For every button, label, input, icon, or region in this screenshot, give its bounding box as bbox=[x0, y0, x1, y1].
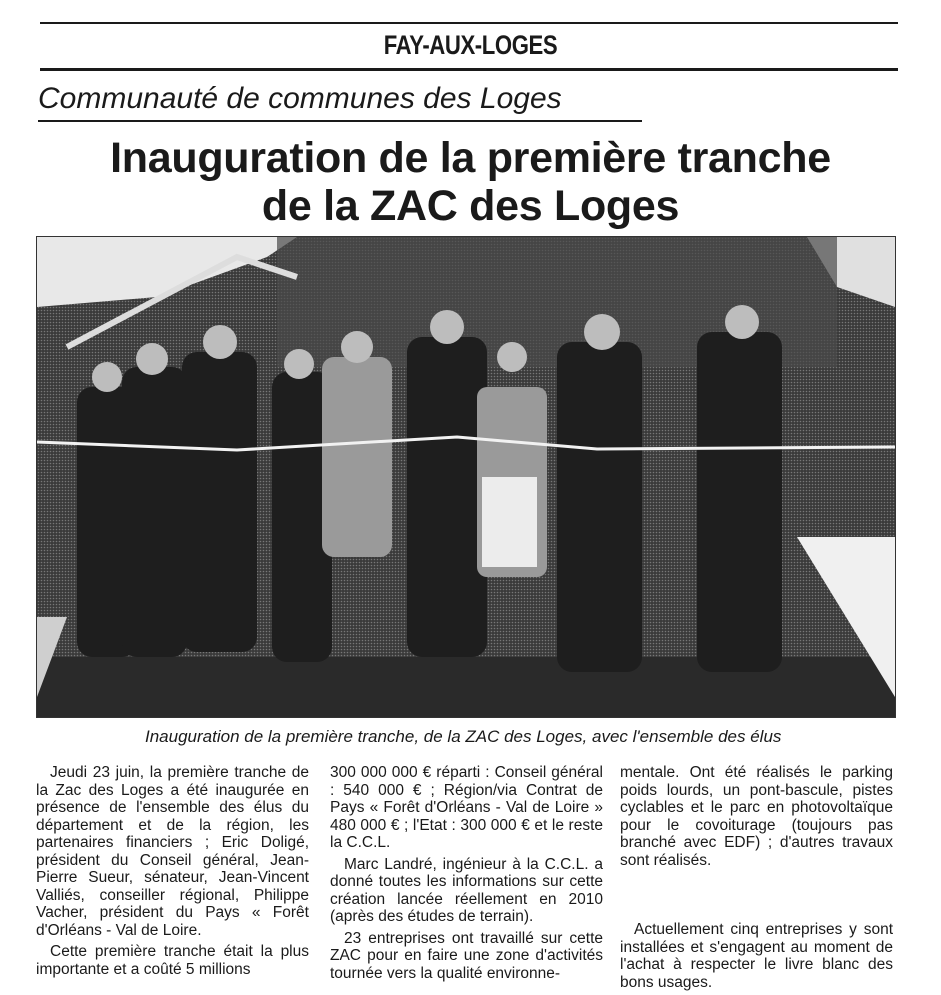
paragraph: Cette première tranche était la plus importante et a coûté 5 millions bbox=[36, 943, 309, 978]
article-column-3 bbox=[620, 764, 893, 995]
paragraph: Actuellement cinq entreprises y sont installées et s'engagent au moment de l'achat à respecter le livre blanc des bons usages. bbox=[620, 921, 893, 991]
section-rule bbox=[40, 68, 898, 71]
paragraph: mentale. Ont été réalisés le parking poids lourds, un pont-bascule, pistes cyclables et le parc en photovoltaïque pour le covoiturage (toujours pas branché avec EDF) ; d'autres travaux sont réalisés. bbox=[620, 764, 893, 869]
paragraph: Jeudi 23 juin, la première tranche de la Zac des Loges a été inaugurée en présence de l'ensemble des élus du département et de la région, les partenaires financiers ; Eric Doligé, président du Conseil général, Jean-Pierre Sueur, sénateur, Jean-Vincent Valliés, conseiller régional, Philippe Vacher, président du Pays « Forêt d'Orléans - Val de Loire. bbox=[36, 764, 309, 939]
top-rule bbox=[40, 22, 898, 24]
paragraph: Marc Landré, ingénieur à la C.C.L. a donné toutes les informations sur cette création lancée réellement en 2010 (après des études de terrain). bbox=[330, 855, 603, 925]
ribbon-cutting-photo-icon bbox=[37, 237, 895, 717]
headline-line-1: Inauguration de la première tranche bbox=[110, 134, 831, 182]
article-headline bbox=[0, 134, 941, 230]
headline-line-2: de la ZAC des Loges bbox=[261, 182, 680, 230]
paragraph: 300 000 000 € réparti : Conseil général : 540 000 € ; Région/via Contrat de Pays « Forêt d'Orléans - Val de Loire » 480 000 € ; l'Etat : 300 000 € et le reste la C.C.L. bbox=[330, 764, 603, 851]
section-label: FAY-AUX-LOGES bbox=[383, 30, 558, 60]
article-photo bbox=[36, 236, 896, 718]
photo-caption: Inauguration de la première tranche, de la ZAC des Loges, avec l'ensemble des élus bbox=[145, 727, 782, 746]
article-column-2 bbox=[330, 764, 603, 986]
article-kicker: Communauté de communes des Loges bbox=[38, 82, 642, 122]
paragraph: 23 entreprises ont travaillé sur cette ZAC pour en faire une zone d'activités tournée vers la qualité environne- bbox=[330, 929, 603, 982]
article-column-1 bbox=[36, 764, 309, 982]
